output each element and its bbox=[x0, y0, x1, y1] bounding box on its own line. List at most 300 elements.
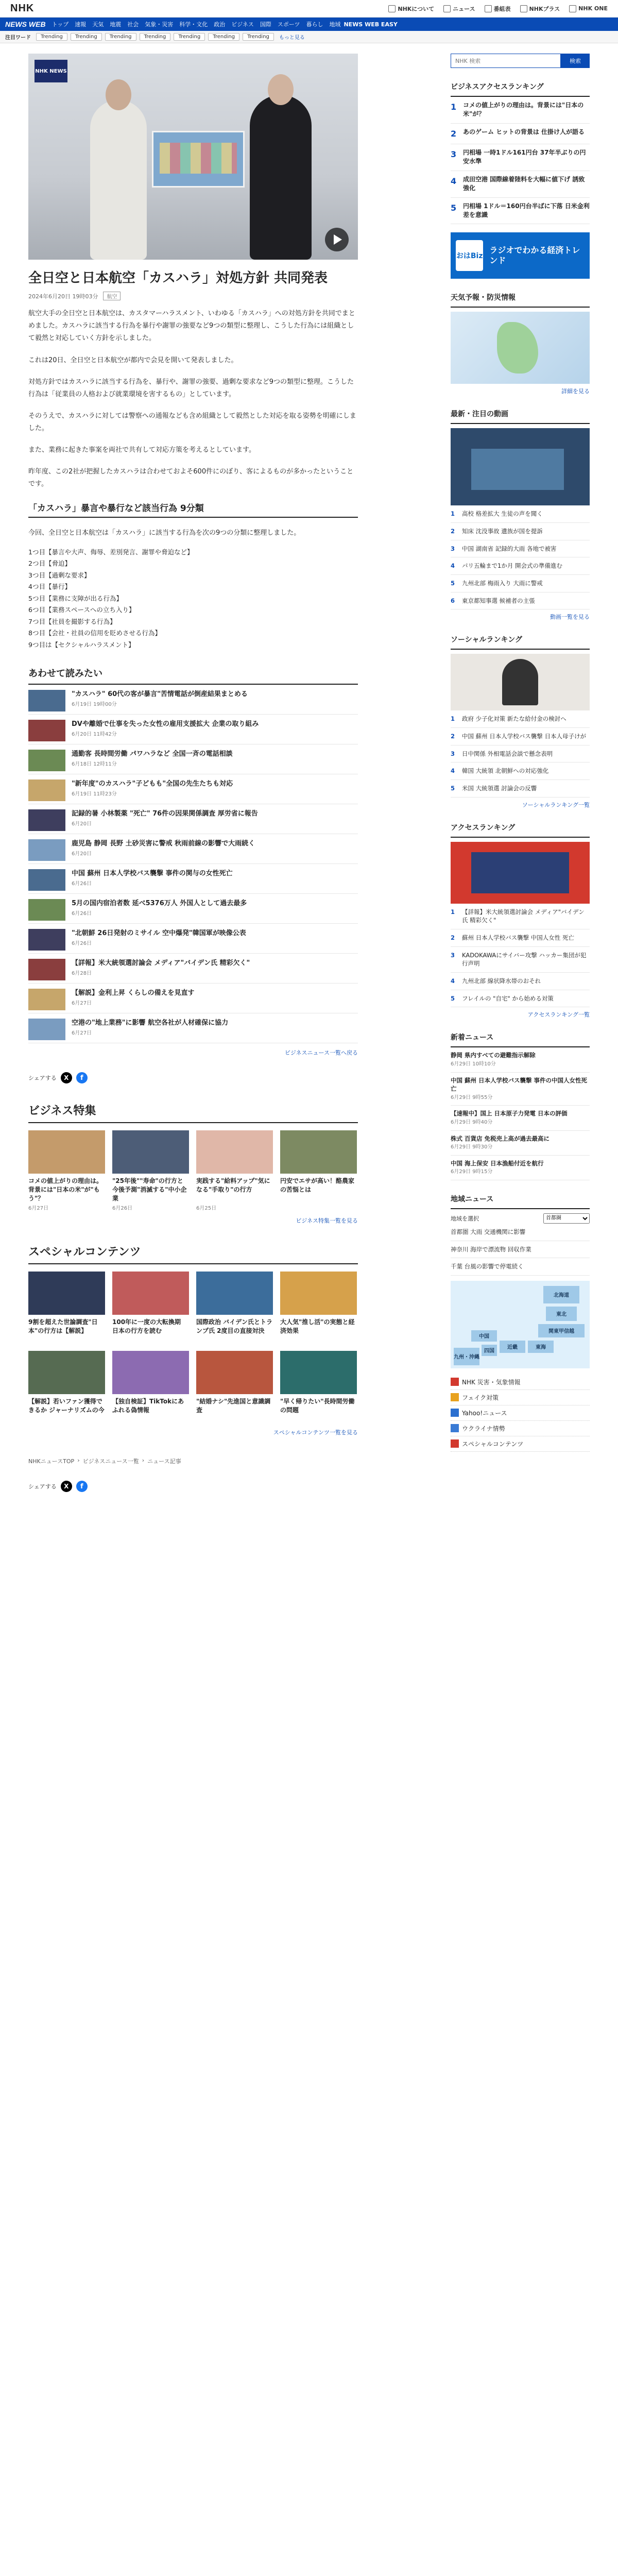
related-item[interactable] bbox=[28, 774, 358, 804]
x-share-icon[interactable]: X bbox=[61, 1072, 72, 1083]
special-card[interactable] bbox=[112, 1351, 189, 1423]
social-text: 米国 大統領選 討論会の反響 bbox=[462, 785, 537, 792]
harassment-list bbox=[28, 547, 358, 651]
ranking-text: コメの値上がりの理由は。背景には"日本の米"が？ bbox=[463, 101, 584, 118]
nav-item[interactable]: 政治 bbox=[214, 21, 226, 28]
top-bar bbox=[0, 0, 618, 18]
trending-words-bar bbox=[0, 31, 618, 43]
card-text: 【独自検証】TikTokにあふれる偽情報 bbox=[112, 1398, 184, 1414]
breadcrumb-item: ニュース記事 bbox=[147, 1458, 181, 1465]
side-link[interactable] bbox=[451, 1405, 590, 1421]
hero-video[interactable] bbox=[28, 54, 358, 260]
ranking-item[interactable] bbox=[451, 144, 590, 171]
side-link-text: スペシャルコンテンツ bbox=[462, 1440, 524, 1448]
news-web-easy-link[interactable]: NEWS WEB EASY bbox=[344, 21, 398, 28]
access-text: フレイルの "自宅" から始める対策 bbox=[462, 994, 554, 1002]
nav-items bbox=[52, 20, 341, 28]
map-region-kinki[interactable]: 近畿 bbox=[500, 1341, 525, 1353]
breadcrumb-item[interactable]: NHKニュースTOP bbox=[28, 1458, 75, 1465]
special-card[interactable] bbox=[28, 1272, 105, 1344]
map-region-kyushu[interactable]: 九州・沖縄 bbox=[454, 1348, 479, 1365]
ranking-item[interactable] bbox=[451, 198, 590, 225]
region-item[interactable] bbox=[451, 1224, 590, 1241]
social-text: 日中関係 外相電話会談で懸念表明 bbox=[462, 750, 553, 757]
business-card[interactable] bbox=[112, 1130, 189, 1211]
item-number: 3 bbox=[451, 951, 455, 959]
item-number: 5 bbox=[451, 580, 455, 587]
list-item: 3つ目【過剰な要求】 bbox=[28, 571, 91, 579]
related-item[interactable] bbox=[28, 685, 358, 715]
news-icon bbox=[443, 5, 451, 12]
side-link[interactable] bbox=[451, 1390, 590, 1405]
new-news-time: 6月29日 9時15分 bbox=[451, 1169, 493, 1175]
region-text: 千葉 台風の影響で停電続く bbox=[451, 1263, 524, 1270]
x-share-icon[interactable]: X bbox=[61, 1481, 72, 1492]
rank-number: 5 bbox=[451, 202, 457, 213]
trending-tag[interactable]: Trending bbox=[174, 33, 205, 41]
nav-item[interactable]: トップ bbox=[52, 21, 69, 28]
ranking-text: 円相場 一時1ドル161円台 37年半ぶりの円安水準 bbox=[463, 148, 586, 165]
social-item[interactable] bbox=[451, 710, 590, 728]
access-text: KADOKAWAにサイバー攻撃 ハッカー集団が犯行声明 bbox=[462, 951, 587, 968]
related-date: 6月18日 12時11分 bbox=[72, 761, 117, 767]
access-item[interactable] bbox=[451, 929, 590, 947]
new-news-item[interactable] bbox=[451, 1156, 590, 1180]
new-news-item[interactable] bbox=[451, 1106, 590, 1130]
play-button[interactable] bbox=[325, 228, 349, 251]
list-item: 7つ目【社員を撮影する行為】 bbox=[28, 617, 116, 625]
grid-icon bbox=[569, 5, 576, 12]
special-card[interactable] bbox=[196, 1351, 273, 1423]
article-meta bbox=[28, 292, 358, 300]
trending-title: 注目ワード bbox=[5, 35, 31, 41]
top-link-schedule[interactable]: 番組表 bbox=[485, 5, 511, 13]
related-text: 5月の国内宿泊者数 延べ5376万人 外国人として過去最多 bbox=[72, 900, 247, 908]
nav-item[interactable]: ビジネス bbox=[231, 21, 254, 28]
region-item[interactable] bbox=[451, 1258, 590, 1276]
related-item[interactable] bbox=[28, 834, 358, 864]
related-thumb bbox=[28, 959, 65, 980]
related-text: 鹿児島 静岡 長野 土砂災害に警戒 秋雨前線の影響で大雨続く bbox=[72, 840, 255, 848]
related-date: 6月20日 11時42分 bbox=[72, 731, 117, 737]
breadcrumb-separator: › bbox=[77, 1457, 80, 1464]
list-item: 5つ目【業務に支障が出る行為】 bbox=[28, 594, 123, 602]
link-icon bbox=[451, 1424, 459, 1432]
card-date: 6月26日 bbox=[112, 1206, 133, 1212]
related-date: 6月26日 bbox=[72, 910, 92, 917]
region-text: 神奈川 海岸で漂流物 回収作業 bbox=[451, 1245, 531, 1253]
ranking-item[interactable] bbox=[451, 124, 590, 144]
side-link-text: フェイク対策 bbox=[462, 1394, 499, 1401]
related-item[interactable] bbox=[28, 984, 358, 1013]
card-text: 【解説】若いファン獲得できるか ジャーナリズムの今 bbox=[28, 1398, 105, 1414]
social-text: 中国 蘇州 日本人学校バス襲撃 日本人母子けが bbox=[462, 733, 586, 740]
region-label: 地域を選択 bbox=[451, 1215, 479, 1222]
share-bar-bottom bbox=[28, 1481, 358, 1492]
card-text: 実践する"給料アップ"気になる"手取り"の行方 bbox=[196, 1177, 270, 1194]
related-text: "カスハラ" 60代の客が暴言"苦情電話が倒産結果まとめる bbox=[72, 690, 248, 699]
biz-ranking-title: ビジネスアクセスランキング bbox=[451, 77, 590, 97]
new-news-text: 静岡 県内すべての避難指示解除 bbox=[451, 1052, 536, 1059]
rank-number: 4 bbox=[451, 176, 457, 186]
special-contents-title: スペシャルコンテンツ bbox=[28, 1243, 358, 1264]
region-text: 首都圏 大雨 交通機関に影響 bbox=[451, 1228, 526, 1235]
related-item[interactable] bbox=[28, 804, 358, 834]
rank-number: 3 bbox=[451, 149, 457, 159]
special-cards-row2 bbox=[28, 1351, 358, 1423]
related-date: 6月27日 bbox=[72, 1030, 92, 1036]
related-item[interactable] bbox=[28, 954, 358, 984]
video-item[interactable] bbox=[451, 523, 590, 540]
card-image bbox=[196, 1130, 273, 1174]
card-text: "25年後""寿命"の行方と今後予測"消滅する"中小企業 bbox=[112, 1177, 187, 1202]
breadcrumb-separator: › bbox=[142, 1457, 145, 1464]
video-item[interactable] bbox=[451, 592, 590, 610]
related-text: 記録的暑 小林製薬 "死亡" 76件の因果関係調査 厚労省に報告 bbox=[72, 810, 258, 818]
nhk-news-badge: NHK NEWS bbox=[35, 60, 67, 82]
card-image bbox=[280, 1351, 357, 1394]
related-item[interactable] bbox=[28, 744, 358, 774]
ranking-text: あのゲーム ヒットの背景は 仕掛け人が語る bbox=[463, 128, 585, 135]
top-link-plus[interactable]: NHKプラス bbox=[520, 5, 560, 13]
list-item: 6つ目【業務スペースへの立ち入り】 bbox=[28, 606, 135, 614]
new-news-item[interactable] bbox=[451, 1073, 590, 1106]
related-thumb bbox=[28, 690, 65, 711]
related-date: 6月19日 11時23分 bbox=[72, 791, 117, 797]
access-item[interactable] bbox=[451, 904, 590, 929]
item-number: 4 bbox=[451, 562, 455, 570]
business-cards bbox=[28, 1130, 358, 1211]
related-text: 空港の"地上業務"に影響 航空各社が人材確保に協力 bbox=[72, 1019, 229, 1027]
related-thumb bbox=[28, 720, 65, 741]
search-button[interactable]: 検索 bbox=[561, 54, 590, 68]
weather-map[interactable] bbox=[451, 312, 590, 384]
trending-tag[interactable]: Trending bbox=[105, 33, 136, 41]
card-text: 大人気"推し活"の実態と経済効果 bbox=[280, 1318, 355, 1335]
search-box bbox=[451, 54, 590, 68]
business-card[interactable] bbox=[196, 1130, 273, 1211]
special-cards-row1 bbox=[28, 1272, 358, 1344]
trending-tag[interactable]: Trending bbox=[243, 33, 274, 41]
card-text: 9割を超えた世論調査"日本"の行方は【解説】 bbox=[28, 1318, 98, 1335]
access-photo[interactable] bbox=[451, 842, 590, 904]
nav-item[interactable]: 社会 bbox=[127, 21, 139, 28]
trending-tag[interactable]: Trending bbox=[208, 33, 239, 41]
video-more-link[interactable]: 動画一覧を見る bbox=[550, 614, 590, 621]
related-thumb bbox=[28, 750, 65, 771]
related-text: 通勤客 長時間労働 パワハラなど 全国一斉の電話相談 bbox=[72, 750, 233, 758]
japan-region-map bbox=[451, 1281, 590, 1368]
link-icon bbox=[451, 1378, 459, 1386]
related-thumb bbox=[28, 779, 65, 801]
card-text: 100年に一度の大転換期 日本の行方を読む bbox=[112, 1318, 181, 1335]
tv-icon bbox=[520, 5, 527, 12]
video-text: 知床 沈没事故 遺族が国を提訴 bbox=[462, 527, 543, 535]
calendar-icon bbox=[485, 5, 492, 12]
special-card[interactable] bbox=[28, 1351, 105, 1423]
card-image bbox=[28, 1130, 105, 1174]
card-image bbox=[196, 1272, 273, 1315]
top-link-one[interactable]: NHK ONE bbox=[569, 5, 608, 13]
nav-item[interactable]: 科学・文化 bbox=[179, 21, 208, 28]
map-region-tokai[interactable]: 東海 bbox=[528, 1341, 554, 1353]
related-item[interactable] bbox=[28, 864, 358, 894]
related-item[interactable] bbox=[28, 894, 358, 924]
social-ranking-title: ソーシャルランキング bbox=[451, 630, 590, 650]
related-date: 6月26日 bbox=[72, 880, 92, 887]
related-thumb bbox=[28, 929, 65, 951]
video-item[interactable] bbox=[451, 505, 590, 523]
related-text: DVや離婚で仕事を失った女性の雇用支援拡大 企業の取り組み bbox=[72, 720, 259, 728]
card-image bbox=[280, 1272, 357, 1315]
access-text: 蘇州 日本人学校バス襲撃 中国人女性 死亡 bbox=[462, 934, 574, 942]
card-image bbox=[112, 1130, 189, 1174]
item-number: 4 bbox=[451, 977, 455, 985]
access-item[interactable] bbox=[451, 973, 590, 990]
related-thumb bbox=[28, 809, 65, 831]
section-intro: 今回、全日空と日本航空は「カスハラ」に該当する行為を次の9つの分類に整理しました。 bbox=[28, 529, 301, 537]
item-number: 6 bbox=[451, 597, 455, 604]
page-container bbox=[28, 43, 590, 1492]
link-icon bbox=[451, 1439, 459, 1448]
nav-item[interactable]: 速報 bbox=[75, 21, 87, 28]
rank-number: 2 bbox=[451, 128, 457, 139]
social-text: 政府 少子化対策 新たな給付金の検討へ bbox=[462, 715, 566, 723]
related-date: 6月20日 bbox=[72, 851, 92, 857]
access-more-link[interactable]: アクセスランキング一覧 bbox=[527, 1011, 590, 1019]
share-label: シェアする bbox=[28, 1483, 57, 1490]
item-number: 1 bbox=[451, 908, 455, 916]
presenter-right bbox=[250, 95, 312, 260]
video-item[interactable] bbox=[451, 557, 590, 575]
nhk-logo[interactable]: NHK bbox=[10, 3, 35, 14]
nav-item[interactable]: 暮らし bbox=[306, 21, 323, 28]
related-date: 6月26日 bbox=[72, 940, 92, 946]
link-icon bbox=[451, 1409, 459, 1417]
card-date: 6月27日 bbox=[28, 1206, 49, 1212]
item-number: 4 bbox=[451, 767, 455, 775]
trending-tag[interactable]: Trending bbox=[71, 33, 102, 41]
link-icon bbox=[451, 1393, 459, 1401]
ranking-item[interactable] bbox=[451, 97, 590, 124]
special-card[interactable] bbox=[280, 1272, 357, 1344]
new-news-text: 【速報中】国上 日本原子力発電 日本の評価 bbox=[451, 1110, 568, 1117]
video-text: パリ五輪まで1か月 開会式の準備進む bbox=[462, 562, 562, 570]
access-text: 【詳報】米大統領選討論会 メディア"バイデン氏 精彩欠く" bbox=[462, 908, 585, 924]
access-ranking-title: アクセスランキング bbox=[451, 818, 590, 838]
rank-number: 1 bbox=[451, 102, 457, 112]
business-card[interactable] bbox=[280, 1130, 357, 1211]
social-text: 韓国 大統領 北朝鮮への対応強化 bbox=[462, 767, 549, 775]
item-number: 1 bbox=[451, 510, 455, 518]
side-link-text: ウクライナ情勢 bbox=[462, 1425, 505, 1432]
list-item: 8つ目【会社・社員の信用を貶めさせる行為】 bbox=[28, 629, 161, 637]
social-photo[interactable] bbox=[451, 654, 590, 710]
special-card[interactable] bbox=[196, 1272, 273, 1344]
related-item[interactable] bbox=[28, 715, 358, 744]
card-image bbox=[280, 1130, 357, 1174]
card-image bbox=[28, 1272, 105, 1315]
related-text: 中国 蘇州 日本人学校バス襲撃 事件の関与の女性死亡 bbox=[72, 870, 233, 878]
article-lead: 航空大手の全日空と日本航空は、カスタマーハラスメント、いわゆる「カスハラ」への対処方針を共同でまとめました。カスハラに該当する行為を暴行や謝罪の強要など9つの類型に整理し、こうした行為には組織として毅然と対応していく方針を示しました。 bbox=[28, 310, 355, 343]
top-link-about[interactable]: NHKについて bbox=[388, 5, 434, 13]
related-item[interactable] bbox=[28, 924, 358, 954]
social-item[interactable] bbox=[451, 728, 590, 745]
nav-item[interactable]: スポーツ bbox=[277, 21, 300, 28]
card-text: 円安でエサが高い！酪農家の苦悩とは bbox=[280, 1177, 355, 1194]
access-item[interactable] bbox=[451, 990, 590, 1008]
side-link[interactable] bbox=[451, 1436, 590, 1452]
business-more-link[interactable]: ビジネス特集一覧を見る bbox=[296, 1217, 358, 1225]
related-thumb bbox=[28, 989, 65, 1010]
region-item[interactable] bbox=[451, 1241, 590, 1259]
social-more-link[interactable]: ソーシャルランキング一覧 bbox=[522, 801, 590, 808]
related-date: 6月19日 19時00分 bbox=[72, 701, 117, 707]
list-item: 1つ目【暴言や大声、侮辱、差別発言、謝罪や脅迫など】 bbox=[28, 548, 194, 556]
access-item[interactable] bbox=[451, 947, 590, 973]
news-web-logo[interactable]: NEWS WEB bbox=[5, 20, 46, 28]
sidebar bbox=[451, 54, 590, 1492]
facebook-share-icon[interactable]: f bbox=[76, 1481, 88, 1492]
card-text: "早く帰りたい"長時間労働の問題 bbox=[280, 1398, 355, 1414]
video-item[interactable] bbox=[451, 540, 590, 558]
nav-item[interactable]: 気象・災害 bbox=[145, 21, 174, 28]
new-news-item[interactable] bbox=[451, 1131, 590, 1156]
business-feature-title: ビジネス特集 bbox=[28, 1102, 358, 1123]
trending-more-link[interactable]: もっと見る bbox=[279, 35, 305, 41]
social-item[interactable] bbox=[451, 780, 590, 798]
item-number: 5 bbox=[451, 785, 455, 792]
card-image bbox=[28, 1351, 105, 1394]
presentation-board bbox=[152, 131, 245, 188]
breadcrumb-item[interactable]: ビジネスニュース一覧 bbox=[82, 1458, 139, 1465]
main-column bbox=[28, 54, 358, 1492]
related-thumb bbox=[28, 899, 65, 921]
side-links bbox=[451, 1375, 590, 1452]
article-paragraph: 対処方針ではカスハラに該当する行為を、暴行や、謝罪の強要、過剰な要求など9つの類型に整理。こうした行為は「従業員の人格および就業環境を害するもの」としています。 bbox=[28, 378, 354, 398]
facebook-share-icon[interactable]: f bbox=[76, 1072, 88, 1083]
item-number: 3 bbox=[451, 750, 455, 757]
section-heading: 「カスハラ」暴言や暴行など該当行為 9分類 bbox=[28, 501, 358, 518]
list-item: 9つ目は【セクシャルハラスメント】 bbox=[28, 640, 135, 649]
side-link[interactable] bbox=[451, 1421, 590, 1436]
special-more-link[interactable]: スペシャルコンテンツ一覧を見る bbox=[273, 1429, 358, 1436]
ohabiz-text: ラジオでわかる経済トレンド bbox=[489, 245, 580, 266]
nav-item[interactable]: 地震 bbox=[110, 21, 122, 28]
related-text: 【詳報】米大統領選討論会 メディア"バイデン氏 精彩欠く" bbox=[72, 959, 250, 968]
map-region-kanto[interactable]: 関東甲信越 bbox=[538, 1324, 585, 1337]
nav-item[interactable]: 国際 bbox=[260, 21, 271, 28]
related-date: 6月27日 bbox=[72, 1000, 92, 1006]
breadcrumb bbox=[28, 1457, 358, 1465]
info-icon bbox=[388, 5, 396, 12]
card-text: 国際政治 バイデン氏とトランプ氏 2度目の直接対決 bbox=[196, 1318, 272, 1335]
item-number: 1 bbox=[451, 715, 455, 723]
video-text: 高校 格差拡大 生徒の声を聞く bbox=[462, 510, 543, 518]
list-item: 2つ目【脅迫】 bbox=[28, 560, 71, 568]
video-text: 九州北部 梅雨入り 大雨に警戒 bbox=[462, 580, 543, 587]
video-text: 中国 湖南省 記録的大雨 各地で被害 bbox=[462, 545, 557, 552]
trending-tag[interactable]: Trending bbox=[36, 33, 67, 41]
video-item[interactable] bbox=[451, 575, 590, 592]
new-news-time: 6月29日 9時30分 bbox=[451, 1144, 493, 1150]
map-region-hokkaido[interactable]: 北海道 bbox=[543, 1286, 579, 1303]
card-image bbox=[112, 1351, 189, 1394]
search-input[interactable] bbox=[451, 54, 561, 68]
ranking-text: 成田空港 国際線着陸料を大幅に値下げ 誘致強化 bbox=[463, 175, 585, 192]
weather-more-link[interactable]: 詳細を見る bbox=[561, 388, 590, 395]
social-item[interactable] bbox=[451, 762, 590, 780]
map-region-tohoku[interactable]: 東北 bbox=[546, 1307, 577, 1321]
new-news-item[interactable] bbox=[451, 1047, 590, 1072]
weather-title: 天気予報・防災情報 bbox=[451, 288, 590, 308]
side-link-text: NHK 災害・気象情報 bbox=[462, 1378, 521, 1386]
related-text: 【解説】金利上昇 くらしの備えを見直す bbox=[72, 989, 195, 997]
access-text: 九州北部 線状降水帯のおそれ bbox=[462, 977, 541, 985]
article-paragraph: また、業務に起きた事案を両社で共有して対応方策を考えるとしています。 bbox=[28, 446, 255, 454]
item-number: 2 bbox=[451, 934, 455, 942]
article-title: 全日空と日本航空「カスハラ」対処方針 共同発表 bbox=[28, 270, 328, 286]
region-select-row bbox=[451, 1213, 590, 1224]
side-link-text: Yahoo!ニュース bbox=[462, 1409, 507, 1417]
new-news-time: 6月29日 10時10分 bbox=[451, 1061, 496, 1067]
video-title: 最新・注目の動画 bbox=[451, 404, 590, 424]
new-news-text: 中国 蘇州 日本人学校バス襲撃 事件の中国人女性死亡 bbox=[451, 1076, 588, 1093]
special-card[interactable] bbox=[280, 1351, 357, 1423]
region-dropdown[interactable] bbox=[543, 1213, 590, 1224]
card-image bbox=[112, 1272, 189, 1315]
map-region-shikoku[interactable]: 四国 bbox=[482, 1345, 497, 1356]
top-links bbox=[388, 5, 608, 13]
new-news-time: 6月29日 9時55分 bbox=[451, 1094, 493, 1100]
top-link-news[interactable]: ニュース bbox=[443, 5, 475, 13]
list-item: 4つ目【暴行】 bbox=[28, 583, 71, 591]
item-number: 3 bbox=[451, 545, 455, 552]
ranking-item[interactable] bbox=[451, 171, 590, 198]
trending-tag[interactable]: Trending bbox=[140, 33, 171, 41]
article-paragraph: これは20日、全日空と日本航空が都内で会見を開いて発表しました。 bbox=[28, 356, 238, 364]
new-news-text: 中国 海上保安 日本漁船付近を航行 bbox=[451, 1159, 544, 1167]
article-paragraph: 昨年度、この2社が把握したカスハラは合わせておよそ600件にのぼり、客によるものが多かったということです。 bbox=[28, 467, 354, 488]
nav-item[interactable]: 天気 bbox=[92, 21, 104, 28]
related-thumb bbox=[28, 1019, 65, 1040]
ranking-text: 円相場 1ドル＝160円台半ばに下落 日米金利差を意識 bbox=[463, 202, 590, 218]
new-news-time: 6月29日 9時40分 bbox=[451, 1120, 493, 1126]
ohabiz-banner[interactable] bbox=[451, 232, 590, 279]
article-date: 2024年6月20日 19時03分 bbox=[28, 293, 98, 300]
social-item[interactable] bbox=[451, 745, 590, 763]
related-text: "北朝鮮 26日発射のミサイル 空中爆発"韓国軍が映像公表 bbox=[72, 929, 246, 938]
article-paragraph: そのうえで、カスハラに対しては警察への通報なども含め組織として毅然とした対応を取る姿勢を明確にしました。 bbox=[28, 412, 356, 432]
side-link[interactable] bbox=[451, 1375, 590, 1390]
related-more-link[interactable]: ビジネスニュース一覧へ戻る bbox=[284, 1049, 358, 1057]
business-card[interactable] bbox=[28, 1130, 105, 1211]
special-card[interactable] bbox=[112, 1272, 189, 1344]
item-number: 5 bbox=[451, 994, 455, 1002]
ohabiz-logo: おはBiz bbox=[456, 240, 483, 271]
nav-item[interactable]: 地域 bbox=[329, 21, 341, 28]
related-item[interactable] bbox=[28, 1013, 358, 1043]
article-tag[interactable]: 航空 bbox=[103, 292, 121, 300]
new-news-title: 新着ニュース bbox=[451, 1028, 590, 1047]
featured-video[interactable] bbox=[451, 428, 590, 505]
related-title: あわせて読みたい bbox=[28, 666, 358, 685]
related-date: 6月28日 bbox=[72, 970, 92, 976]
card-text: "結婚ナシ"先進国と意識調査 bbox=[196, 1398, 271, 1414]
map-region-chugoku[interactable]: 中国 bbox=[471, 1330, 497, 1342]
card-text: コメの値上がりの理由は。背景には"日本の米"が"もう"？ bbox=[28, 1177, 103, 1202]
related-thumb bbox=[28, 869, 65, 891]
